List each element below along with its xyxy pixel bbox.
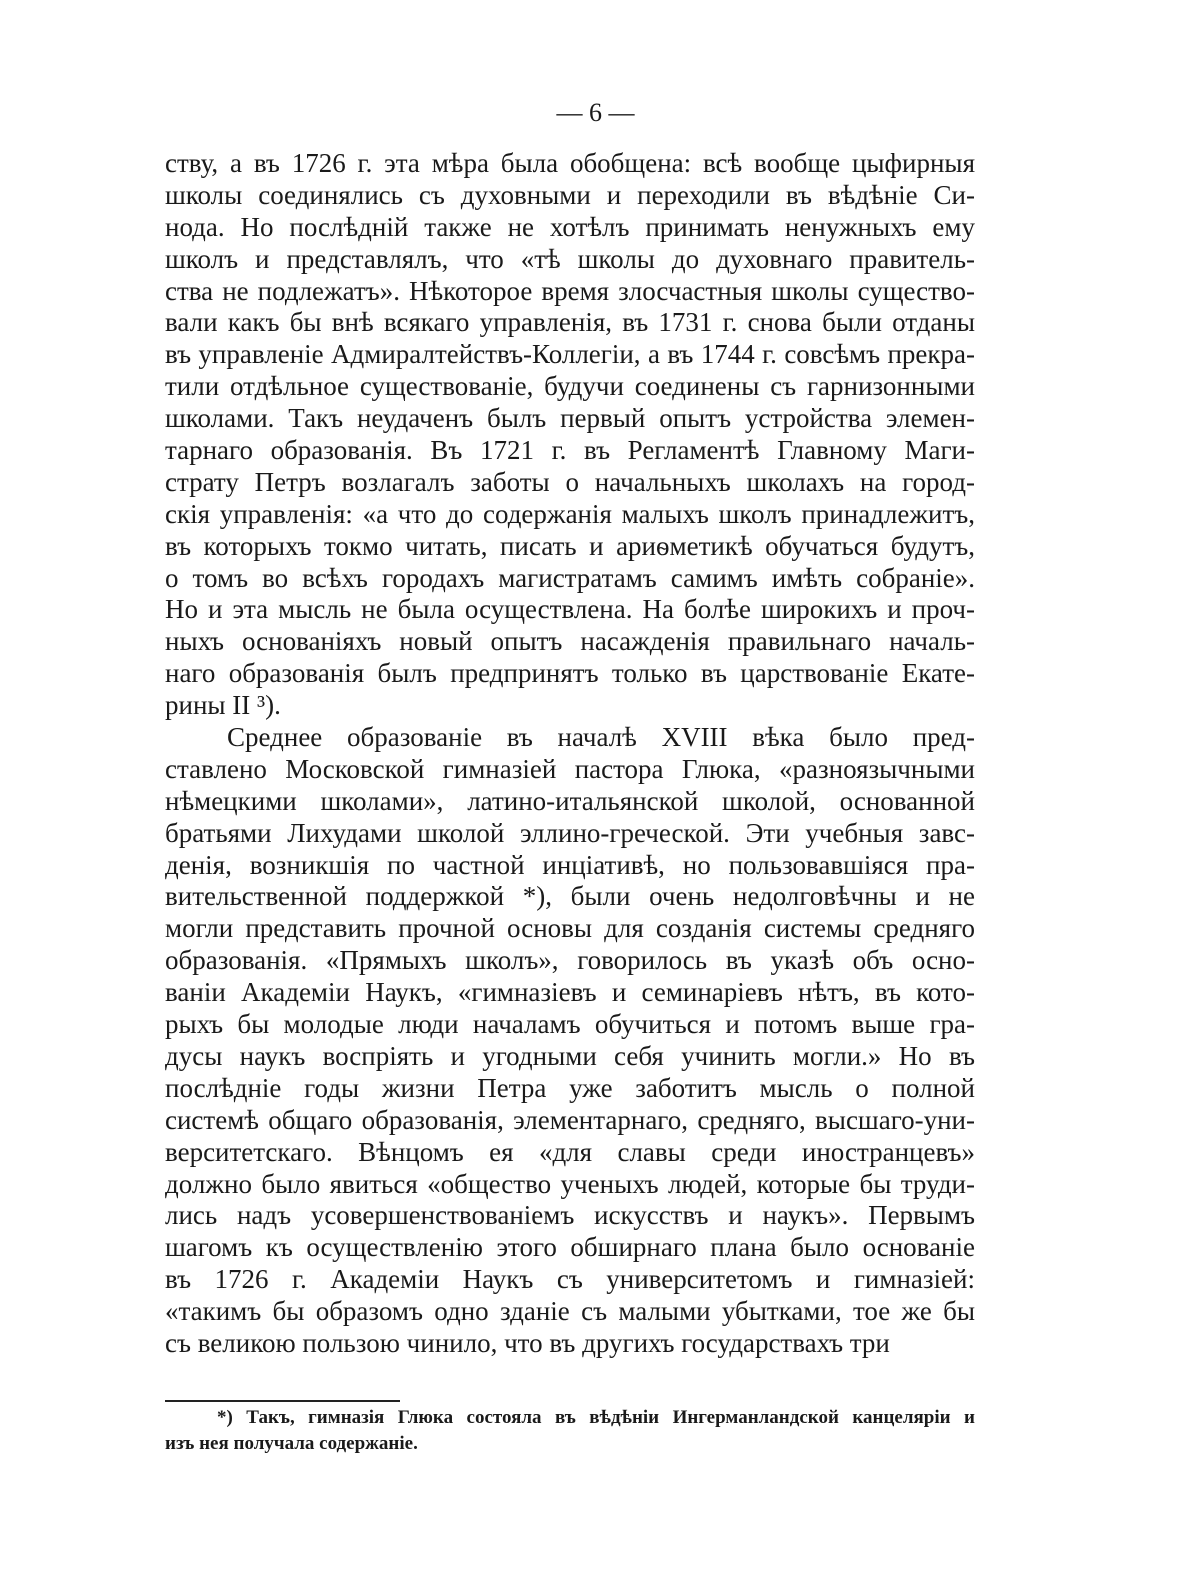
text-line: скія управленія: «а что до содержанія малыхъ школъ принадлежитъ, [165,498,975,529]
text-line: «такимъ бы образомъ одно зданіе съ малыми убытками, тое же бы [165,1296,975,1327]
text-line: тили отдѣльное существованіе, будучи соединены съ гарнизонными [165,371,975,402]
footnote [165,1405,975,1457]
text-line: въ управленіе Адмиралтействъ-Коллегіи, а въ 1744 г. совсѣмъ прекра- [165,339,975,370]
text-line: братьями Лихудами школой эллино-греческой. Эти учебныя завс- [165,817,975,848]
text-line: Среднее образованіе въ началѣ XVIII вѣка было пред- [227,722,975,753]
text-line: страту Петръ возлагалъ заботы о начальныхъ школахъ на город- [165,466,975,497]
text-line: должно было явиться «общество ученыхъ людей, которые бы труди- [165,1168,975,1199]
text-line: денія, возникшія по частной инціативѣ, но пользовавшіяся пра- [165,849,975,880]
text-line: о томъ во всѣхъ городахъ магистратамъ самимъ имѣть собраніе». [165,562,975,593]
text-line: ства не подлежатъ». Нѣкоторое время злосчастныя школы существо- [165,275,975,306]
text-line: рины II ³). [165,690,281,721]
text-line: ству, а въ 1726 г. эта мѣра была обобщена: всѣ вообще цыфирныя [165,148,975,178]
text-line: ныхъ основаніяхъ новый опытъ насажденія правильнаго началь- [165,626,975,657]
text-line: вительственной поддержкой *), были очень недолговѣчны и не [165,881,975,912]
text-line: вали какъ бы внѣ всякаго управленія, въ 1731 г. снова были отданы [165,307,975,338]
text-line: дусы наукъ воспріять и угодными себя учинить могли.» Но въ [165,1040,975,1071]
footnote-line: изъ нея получала содержаніе. [165,1433,418,1454]
text-line: лись надъ усовершенствованіемъ искусствъ и наукъ». Первымъ [165,1200,975,1231]
text-line: образованія. «Прямыхъ школъ», говорилось въ указѣ объ осно- [165,945,975,976]
text-line: шагомъ къ осуществленію этого обширнаго плана было основаніе [165,1232,975,1263]
text-line: нода. Но послѣдній также не хотѣлъ принимать ненужныхъ ему [165,211,975,242]
text-line: нѣмецкими школами», латино-итальянской школой, основанной [165,785,975,816]
text-line: Но и эта мысль не была осуществлена. На болѣе широкихъ и проч- [165,594,975,625]
text-line: могли представить прочной основы для созданія системы средняго [165,913,975,944]
text-line: въ 1726 г. Академіи Наукъ съ университетомъ и гимназіей: [165,1264,975,1295]
text-line: тарнаго образованія. Въ 1721 г. въ Регламентѣ Главному Маги- [165,435,975,466]
footnote-line: *) Такъ, гимназія Глюка состояла въ вѣдѣніи Ингерманландской канцеляріи и [217,1407,975,1428]
text-line: съ великою пользою чинило, что въ другихъ государствахъ три [165,1327,890,1358]
page-number: — 6 — [556,98,635,127]
text-line: верситетскаго. Вѣнцомъ ея «для славы среди иностранцевъ» [165,1136,975,1167]
text-line: системѣ общаго образованія, элементарнаго, средняго, высшаго-уни- [165,1104,975,1135]
body-text [165,148,975,1360]
text-line: въ которыхъ токмо читать, писать и ариѳметикѣ обучаться будутъ, [165,530,975,561]
text-line: рыхъ бы молодые люди началамъ обучиться и потомъ выше гра- [165,1009,975,1040]
text-line: школами. Такъ неудаченъ былъ первый опытъ устройства элемен- [165,403,975,434]
footnote-divider [165,1400,400,1402]
text-line: школъ и представлялъ, что «тѣ школы до духовнаго правитель- [165,243,975,274]
text-line: ставлено Московской гимназіей пастора Глюка, «разноязычными [165,753,975,784]
text-line: послѣдніе годы жизни Петра уже заботитъ мысль о полной [165,1072,975,1103]
text-line: наго образованія былъ предпринятъ только въ царствованіе Екате- [165,658,975,689]
text-line: ваніи Академіи Наукъ, «гимназіевъ и семинаріевъ нѣтъ, въ кото- [165,977,975,1008]
text-line: школы соединялись съ духовными и переходили въ вѣдѣніе Си- [165,179,975,210]
